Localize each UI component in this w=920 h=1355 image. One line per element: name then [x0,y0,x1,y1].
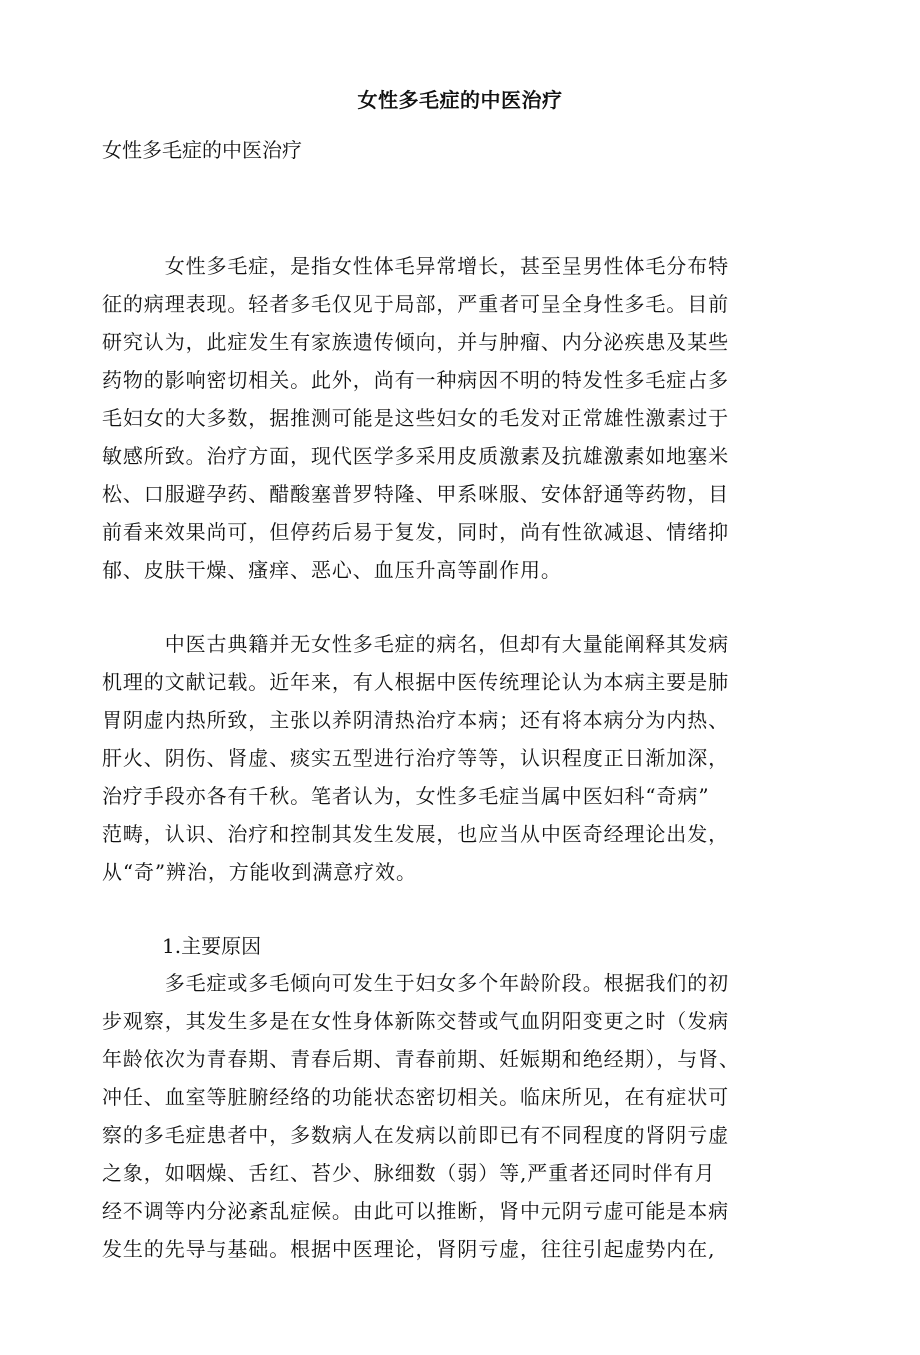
document-subtitle: 女性多毛症的中医治疗 [102,138,302,162]
text-line: 发生的先导与基础。根据中医理论，肾阴亏虚，往往引起虚势内在, [102,1237,716,1261]
text-line: 机理的文献记载。近年来，有人根据中医传统理论认为本病主要是肺 [102,670,729,694]
text-line: 多毛症或多毛倾向可发生于妇女多个年龄阶段。根据我们的初 [102,971,729,995]
text-line: 肝火、阴伤、肾虚、痰实五型进行治疗等等，认识程度正日渐加深， [102,746,729,770]
text-line: 前看来效果尚可，但停药后易于复发，同时，尚有性欲减退、情绪抑 [102,520,729,544]
text-line: 毛妇女的大多数，据推测可能是这些妇女的毛发对正常雄性激素过于 [102,406,729,430]
text-line: 敏感所致。治疗方面，现代医学多采用皮质激素及抗雄激素如地塞米 [102,444,729,468]
text-line: 年龄依次为青春期、青春后期、青春前期、妊娠期和绝经期），与肾、 [102,1047,740,1071]
text-line: 冲任、血室等脏腑经络的功能状态密切相关。临床所见，在有症状可 [102,1085,729,1109]
text-line: 步观察，其发生多是在女性身体新陈交替或气血阴阳变更之时（发病 [102,1009,729,1033]
text-line: 之象，如咽燥、舌红、苔少、脉细数（弱）等,严重者还同时伴有月 [102,1161,716,1185]
text-line: 女性多毛症，是指女性体毛异常增长，甚至呈男性体毛分布特 [102,254,729,278]
text-line: 察的多毛症患者中，多数病人在发病以前即已有不同程度的肾阴亏虚 [102,1123,729,1147]
text-line: 经不调等内分泌紊乱症候。由此可以推断，肾中元阴亏虚可能是本病 [102,1199,729,1223]
text-line: 药物的影响密切相关。此外，尚有一种病因不明的特发性多毛症占多 [102,368,729,392]
text-line: 胃阴虚内热所致，主张以养阴清热治疗本病；还有将本病分为内热、 [102,708,729,732]
text-line: 松、口服避孕药、醋酸塞普罗特隆、甲系咪服、安体舒通等药物，目 [102,482,729,506]
text-line: 治疗手段亦各有千秋。笔者认为，女性多毛症当属中医妇科“奇病” [102,784,710,808]
document-title: 女性多毛症的中医治疗 [357,88,563,112]
section-heading: 1.主要原因 [162,934,262,958]
text-line: 从“奇”辨治，方能收到满意疗效。 [102,860,417,884]
text-line: 中医古典籍并无女性多毛症的病名，但却有大量能阐释其发病 [102,632,729,656]
text-line: 研究认为，此症发生有家族遗传倾向，并与肿瘤、内分泌疾患及某些 [102,330,729,354]
text-line: 范畴，认识、治疗和控制其发生发展，也应当从中医奇经理论出发， [102,822,729,846]
text-line: 征的病理表现。轻者多毛仅见于局部，严重者可呈全身性多毛。目前 [102,292,729,316]
text-line: 郁、皮肤干燥、瘙痒、恶心、血压升高等副作用。 [102,558,562,582]
